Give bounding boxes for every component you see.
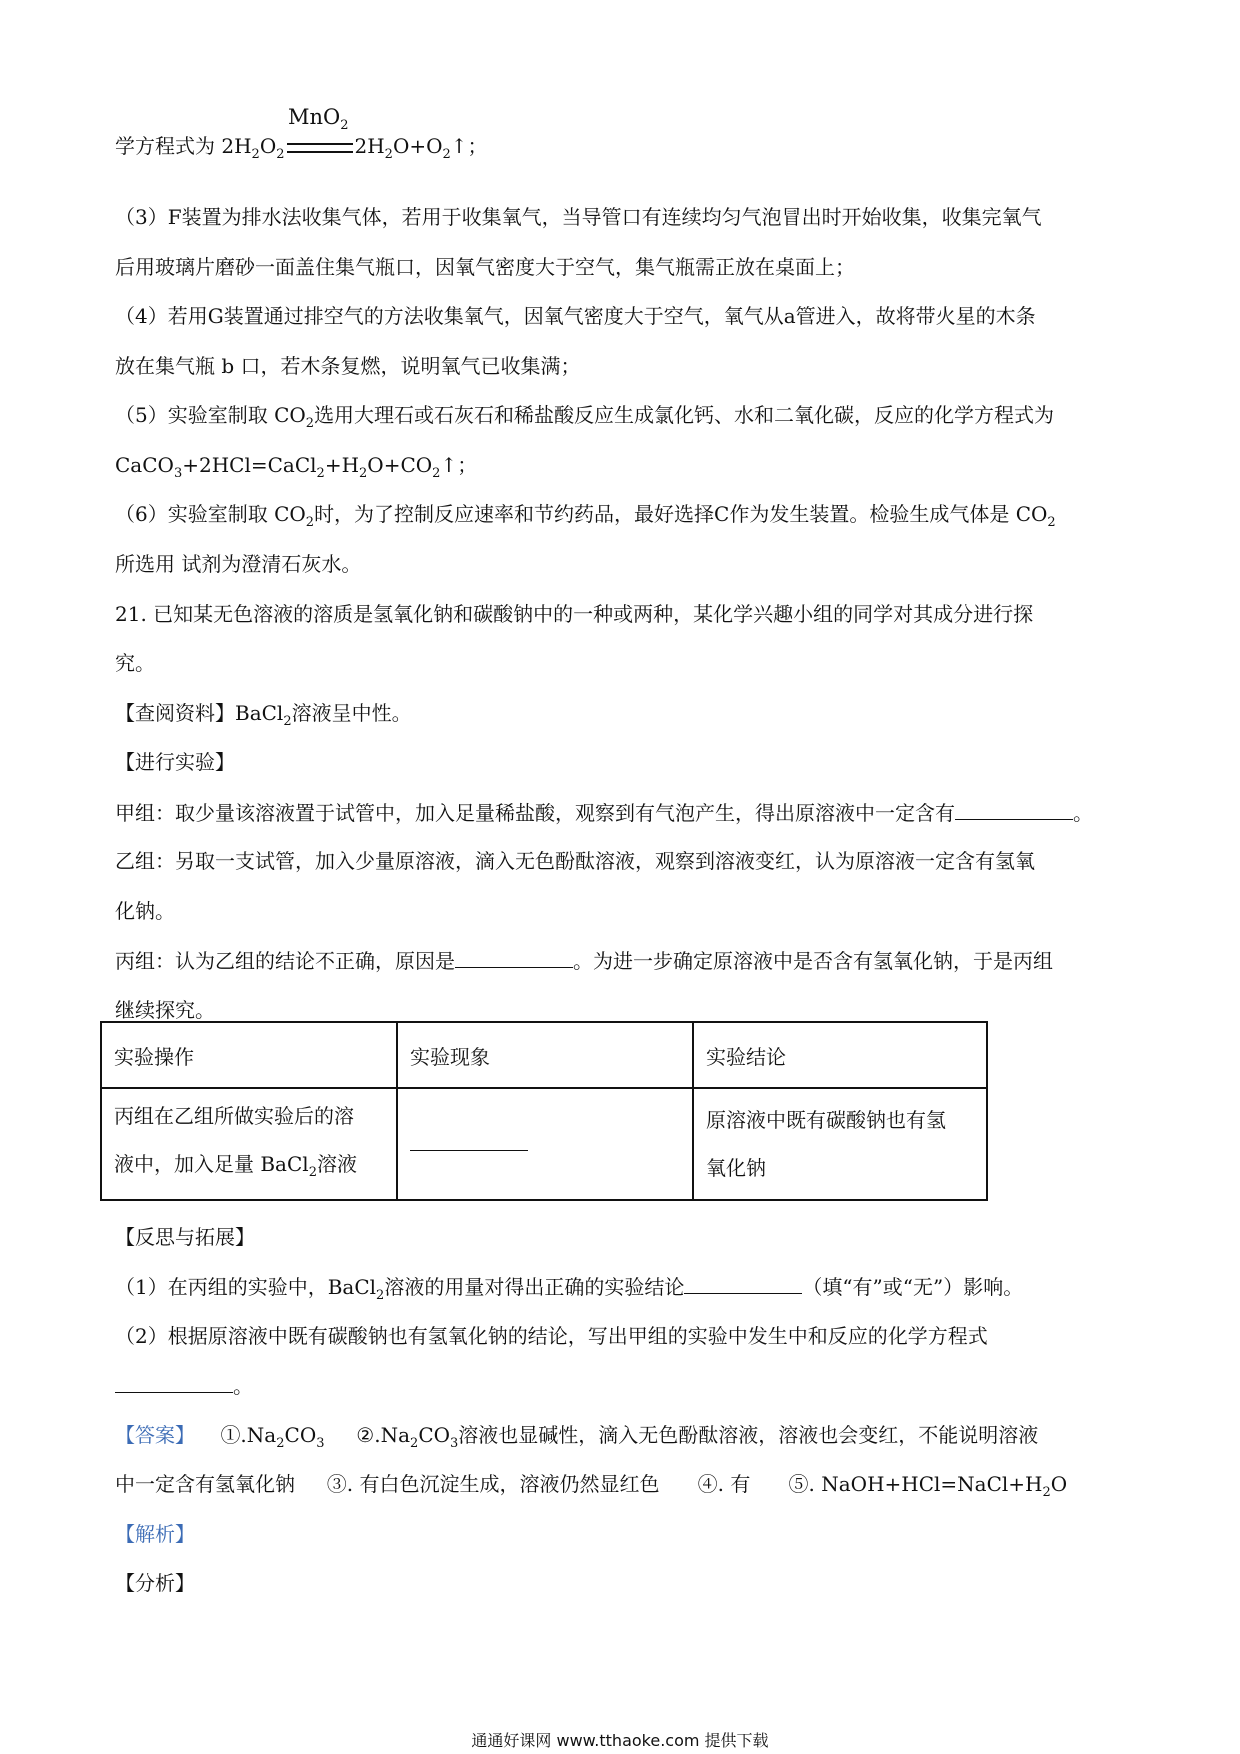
group-jia: 甲组：取少量该溶液置于试管中，加入足量稀盐酸，观察到有气泡产生，得出原溶液中一定含有 。: [115, 801, 1093, 825]
cell-conclusion: 原溶液中既有碳酸钠也有氢 氧化钠: [693, 1088, 987, 1200]
experiment-heading: 【进行实验】: [115, 750, 235, 774]
group-bing-line2: 继续探究。: [115, 998, 215, 1022]
equation-prefix: 学方程式为 2H: [115, 134, 252, 158]
answer-blank-2[interactable]: [455, 947, 573, 968]
p5-line1: （5）实验室制取 $CO_2$选用大理石或石灰石和稀盐酸反应生成氯化钙、水和二氧化碳，反应的化学方程式为: [115, 403, 1055, 431]
experiment-table: [100, 1021, 988, 1201]
group-yi-line1: 乙组：另取一支试管，加入少量原溶液，滴入无色酚酞溶液，观察到溶液变红，认为原溶液一定含有氢氧: [115, 849, 1035, 873]
answer-blank-5[interactable]: [115, 1372, 233, 1393]
answer-blank-1[interactable]: [955, 799, 1073, 820]
reflection-q2-blank-line: 。: [115, 1372, 253, 1399]
answer-line1: 【答案】 $①.Na_2CO_3$ $②.Na_2CO_3$溶液也显碱性，滴入无色酚酞溶液，溶液也会变红，不能说明溶液: [115, 1423, 1039, 1451]
question-21-line1: 21. 已知某无色溶液的溶质是氢氧化钠和碳酸钠中的一种或两种，某化学兴趣小组的同学对其成分进行探: [115, 602, 1034, 626]
reflection-q1: （1）在丙组的实验中，BaCl$_2$溶液的用量对得出正确的实验结论 （填“有”或“无”）影响。: [115, 1275, 1024, 1303]
group-bing-line1: 丙组：认为乙组的结论不正确，原因是 。为进一步确定原溶液中是否含有氢氧化钠，于是丙组: [115, 949, 1053, 973]
answer-blank-3[interactable]: [410, 1130, 528, 1151]
cell-operation: 丙组在乙组所做实验后的溶 液中，加入足量 BaCl$_2$溶液: [101, 1088, 397, 1200]
header-phenomenon: 实验现象: [397, 1022, 693, 1088]
header-operation: 实验操作: [101, 1022, 397, 1088]
cell-phenomenon: [397, 1088, 693, 1200]
p6-line2: 所选用 试剂为澄清石灰水。: [115, 552, 362, 576]
answer-line2: 中一定含有氢氧化钠 ③. 有白色沉淀生成，溶液仍然显红色 ④. 有 ⑤. $NaOH+HCl=NaCl+H_2O$: [115, 1472, 1068, 1500]
header-conclusion: 实验结论: [693, 1022, 987, 1088]
reflection-heading: 【反思与拓展】: [115, 1225, 255, 1249]
p6-line1: （6）实验室制取 $CO_2$时，为了控制反应速率和节约药品，最好选择C作为发生装置。检验生成气体是 $CO_2$: [115, 502, 1056, 530]
p3-line2: 后用玻璃片磨砂一面盖住集气瓶口，因氧气密度大于空气，集气瓶需正放在桌面上；: [115, 255, 855, 279]
answer-blank-4[interactable]: [684, 1273, 802, 1294]
catalyst-label: MnO$_2$: [288, 105, 349, 134]
reflection-q2: （2）根据原溶液中既有碳酸钠也有氢氧化钠的结论，写出甲组的实验中发生中和反应的化学方程式: [115, 1324, 988, 1348]
analysis-label: 【解析】: [115, 1522, 195, 1546]
p3-line1: （3）F装置为排水法收集气体，若用于收集氧气，当导管口有连续均匀气泡冒出时开始收集，收集完氧气: [115, 205, 1042, 229]
p4-line2: 放在集气瓶 b 口，若木条复燃，说明氧气已收集满；: [115, 354, 581, 378]
question-21-line2: 究。: [115, 651, 155, 675]
fenxi-label: 【分析】: [115, 1571, 195, 1595]
p4-line1: （4）若用G装置通过排空气的方法收集氧气，因氧气密度大于空气，氧气从a管进入，故将带火星的木条: [115, 304, 1036, 328]
p5-line2: $CaCO_3+2HCl=CaCl_2+H_2O+CO_2↑$；: [115, 453, 478, 481]
reaction-double-line: [287, 143, 353, 153]
footer-watermark: 通通好课网 www.tthaoke.com 提供下载: [471, 1731, 769, 1750]
group-yi-line2: 化钠。: [115, 899, 175, 923]
answer-label: 【答案】: [115, 1423, 195, 1447]
equation-rhs: 2H: [354, 134, 385, 158]
reference-info: 【查阅资料】BaCl$_2$溶液呈中性。: [115, 701, 412, 729]
